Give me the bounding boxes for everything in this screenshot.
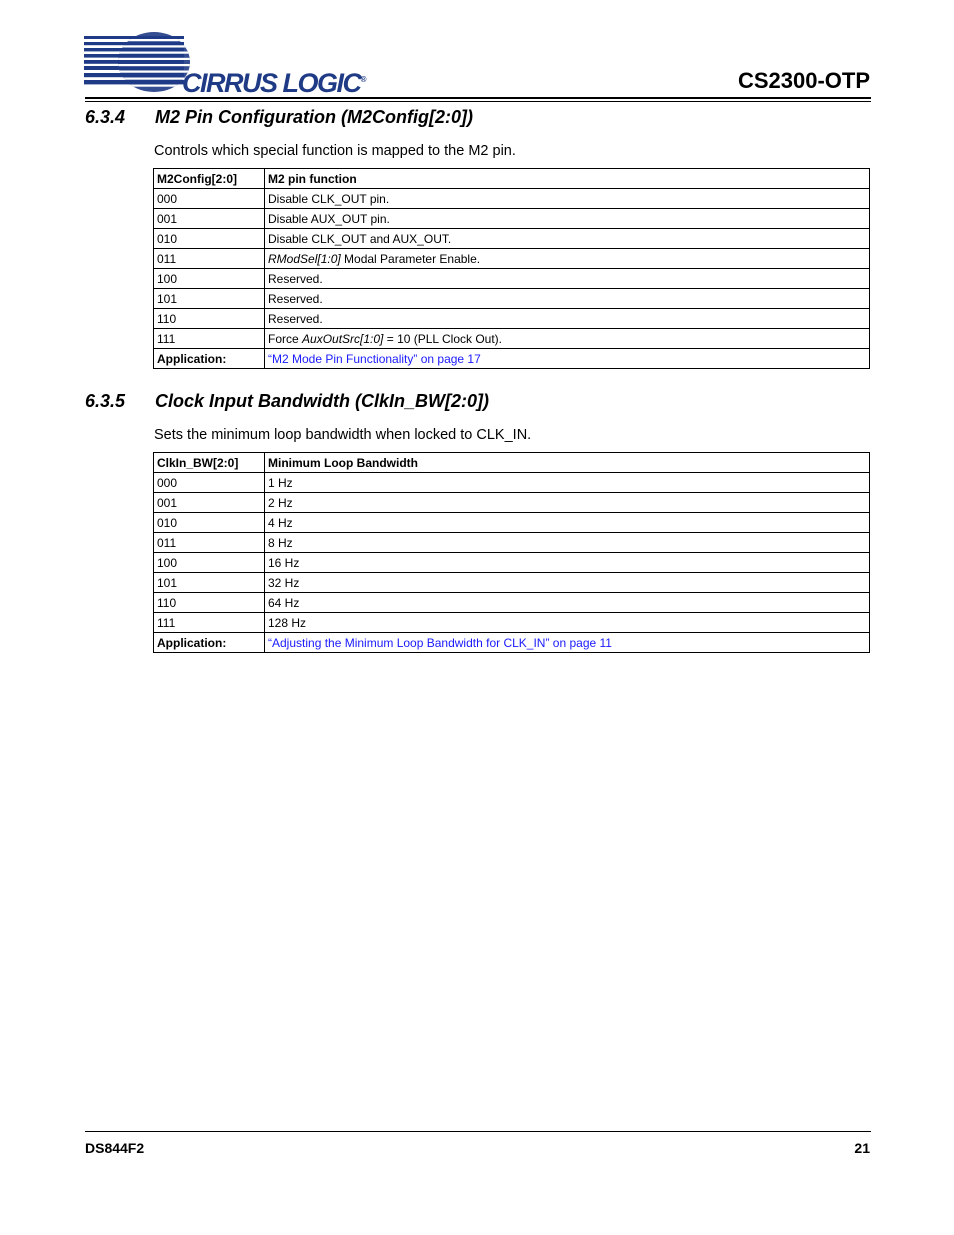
document-title: CS2300-OTP <box>737 68 870 93</box>
table-cell-code: 001 <box>154 493 265 513</box>
table-cell-bandwidth: 4 Hz <box>265 513 870 533</box>
table-cell-code: 110 <box>154 309 265 329</box>
table-row <box>154 209 870 229</box>
table-cell-code: 010 <box>154 229 265 249</box>
table-cell-code: 101 <box>154 573 265 593</box>
application-link[interactable]: “Adjusting the Minimum Loop Bandwidth for CLK_IN” on page 11 <box>268 635 612 650</box>
table-row <box>154 229 870 249</box>
section-description: Controls which special function is mapped to the M2 pin. <box>154 143 516 159</box>
table-cell-function <box>265 329 870 349</box>
table-cell-bandwidth: 2 Hz <box>265 493 870 513</box>
section-title: M2 Pin Configuration (M2Config[2:0]) <box>155 107 473 127</box>
table-cell-code: 000 <box>154 189 265 209</box>
cirrus-logic-logo <box>82 30 367 100</box>
table-cell-function: Reserved. <box>265 289 870 309</box>
table-cell-bandwidth: 64 Hz <box>265 593 870 613</box>
cell-text: Force <box>268 331 303 346</box>
table-row <box>154 289 870 309</box>
table-row <box>154 533 870 553</box>
footer-page-number: 21 <box>854 1140 870 1156</box>
m2config-table <box>153 168 870 369</box>
table-cell-bandwidth: 16 Hz <box>265 553 870 573</box>
table-row <box>154 329 870 349</box>
table-cell-function: Disable AUX_OUT pin. <box>265 209 870 229</box>
cell-text: = 10 (PLL Clock Out). <box>383 331 502 346</box>
table-cell-bandwidth: 32 Hz <box>265 573 870 593</box>
table-cell-bandwidth: 8 Hz <box>265 533 870 553</box>
table-row <box>154 513 870 533</box>
table-cell-code: 011 <box>154 533 265 553</box>
table-header-row <box>154 169 870 189</box>
logo-wordmark: CIRRUS LOGIC® <box>182 68 367 98</box>
table-cell-bandwidth: 1 Hz <box>265 473 870 493</box>
table-cell-function <box>265 249 870 269</box>
column-header: M2 pin function <box>265 169 870 189</box>
clkin-bw-table <box>153 452 870 653</box>
table-cell-code: 000 <box>154 473 265 493</box>
application-label: Application: <box>154 633 265 653</box>
table-cell-code: 111 <box>154 613 265 633</box>
cell-text: Modal Parameter Enable. <box>340 251 481 266</box>
table-row <box>154 309 870 329</box>
table-row <box>154 613 870 633</box>
table-cell-function: Reserved. <box>265 309 870 329</box>
table-cell-bandwidth: 128 Hz <box>265 613 870 633</box>
table-cell-code: 010 <box>154 513 265 533</box>
register-field-name: RModSel[1:0] <box>268 251 341 266</box>
section-heading-clkin-bw <box>85 391 489 412</box>
table-header-row <box>154 453 870 473</box>
application-cell <box>265 633 870 653</box>
table-row <box>154 269 870 289</box>
application-row <box>154 633 870 653</box>
table-cell-code: 111 <box>154 329 265 349</box>
table-row <box>154 189 870 209</box>
table-row <box>154 493 870 513</box>
table-cell-function: Disable CLK_OUT pin. <box>265 189 870 209</box>
application-label: Application: <box>154 349 265 369</box>
footer-doc-number: DS844F2 <box>85 1140 145 1156</box>
table-cell-code: 001 <box>154 209 265 229</box>
table-cell-function: Reserved. <box>265 269 870 289</box>
application-cell <box>265 349 870 369</box>
table-cell-code: 100 <box>154 553 265 573</box>
header-divider <box>85 97 871 99</box>
table-row <box>154 553 870 573</box>
column-header: ClkIn_BW[2:0] <box>154 453 265 473</box>
header-divider-thin <box>85 101 871 102</box>
application-link[interactable]: “M2 Mode Pin Functionality” on page 17 <box>268 351 481 366</box>
section-description: Sets the minimum loop bandwidth when locked to CLK_IN. <box>154 427 532 443</box>
table-cell-function: Disable CLK_OUT and AUX_OUT. <box>265 229 870 249</box>
table-row <box>154 473 870 493</box>
register-field-name: AuxOutSrc[1:0] <box>302 331 384 346</box>
footer-divider <box>85 1131 871 1132</box>
section-title: Clock Input Bandwidth (ClkIn_BW[2:0]) <box>155 391 489 411</box>
table-cell-code: 100 <box>154 269 265 289</box>
table-cell-code: 110 <box>154 593 265 613</box>
table-cell-code: 101 <box>154 289 265 309</box>
column-header: Minimum Loop Bandwidth <box>265 453 870 473</box>
table-cell-code: 011 <box>154 249 265 269</box>
table-row <box>154 593 870 613</box>
section-number: 6.3.5 <box>85 391 126 411</box>
application-row <box>154 349 870 369</box>
column-header: M2Config[2:0] <box>154 169 265 189</box>
section-number: 6.3.4 <box>85 107 126 127</box>
section-heading-m2config <box>85 107 473 128</box>
table-row <box>154 573 870 593</box>
table-row <box>154 249 870 269</box>
